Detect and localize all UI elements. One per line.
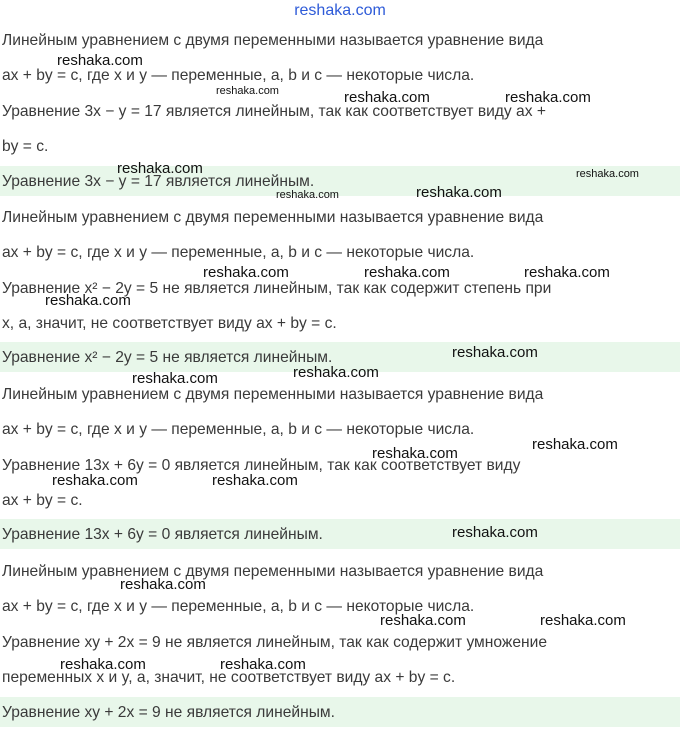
definition-line-1: Линейным уравнением с двумя переменными называется уравнение вида — [2, 386, 544, 403]
watermark: reshaka.com — [452, 524, 538, 541]
watermark: reshaka.com — [117, 160, 203, 177]
definition-line-1: Линейным уравнением с двумя переменными называется уравнение вида — [2, 32, 544, 49]
conclusion-box — [0, 519, 680, 549]
watermark: reshaka.com — [416, 184, 502, 201]
conclusion-box — [0, 697, 680, 727]
watermark: reshaka.com — [203, 264, 289, 281]
watermark: reshaka.com — [276, 189, 339, 201]
explanation-line-1: Уравнение 3x − y = 17 является линейным, так как соответствует виду ax + — [2, 103, 546, 120]
watermark: reshaka.com — [293, 364, 379, 381]
explanation-line-1: Уравнение xy + 2x = 9 не является линейным, так как содержит умножение — [2, 634, 547, 651]
watermark: reshaka.com — [540, 612, 626, 629]
definition-line-1: Линейным уравнением с двумя переменными называется уравнение вида — [2, 563, 544, 580]
watermark: reshaka.com — [120, 576, 206, 593]
explanation-line-2: by = c. — [2, 138, 49, 155]
watermark: reshaka.com — [524, 264, 610, 281]
explanation-line-1: Уравнение 13x + 6y = 0 является линейным, так как соответствует виду — [2, 457, 521, 474]
watermark: reshaka.com — [216, 85, 279, 97]
conclusion-text: Уравнение x² − 2y = 5 не является линейным. — [2, 349, 333, 366]
explanation-line-2: ax + by = c. — [2, 492, 83, 509]
definition-line-1: Линейным уравнением с двумя переменными называется уравнение вида — [2, 209, 544, 226]
conclusion-text: Уравнение xy + 2x = 9 не является линейным. — [2, 704, 335, 721]
watermark: reshaka.com — [52, 472, 138, 489]
conclusion-text: Уравнение 3x − y = 17 является линейным. — [2, 173, 315, 190]
conclusion-text: Уравнение 13x + 6y = 0 является линейным. — [2, 526, 323, 543]
definition-line-2: ax + by = c, где x и y — переменные, a, b и c — некоторые числа. — [2, 421, 475, 438]
watermark: reshaka.com — [212, 472, 298, 489]
watermark: reshaka.com — [505, 89, 591, 106]
watermark: reshaka.com — [220, 656, 306, 673]
watermark: reshaka.com — [532, 436, 618, 453]
definition-line-2: ax + by = c, где x и y — переменные, a, b и c — некоторые числа. — [2, 67, 475, 84]
explanation-line-2: переменных x и y, а, значит, не соответствует виду ax + by = c. — [2, 669, 456, 686]
watermark: reshaka.com — [344, 89, 430, 106]
explanation-line-2: x, а, значит, не соответствует виду ax + by = c. — [2, 315, 337, 332]
definition-line-2: ax + by = c, где x и y — переменные, a, b и c — некоторые числа. — [2, 598, 475, 615]
site-header-link[interactable]: reshaka.com — [294, 2, 386, 19]
watermark: reshaka.com — [364, 264, 450, 281]
watermark: reshaka.com — [372, 445, 458, 462]
watermark: reshaka.com — [132, 370, 218, 387]
watermark: reshaka.com — [380, 612, 466, 629]
watermark: reshaka.com — [452, 344, 538, 361]
watermark: reshaka.com — [45, 292, 131, 309]
watermark: reshaka.com — [576, 168, 639, 180]
definition-line-2: ax + by = c, где x и y — переменные, a, b и c — некоторые числа. — [2, 244, 475, 261]
watermark: reshaka.com — [57, 52, 143, 69]
explanation-line-1: Уравнение x² − 2y = 5 не является линейным, так как содержит степень при — [2, 280, 552, 297]
watermark: reshaka.com — [60, 656, 146, 673]
